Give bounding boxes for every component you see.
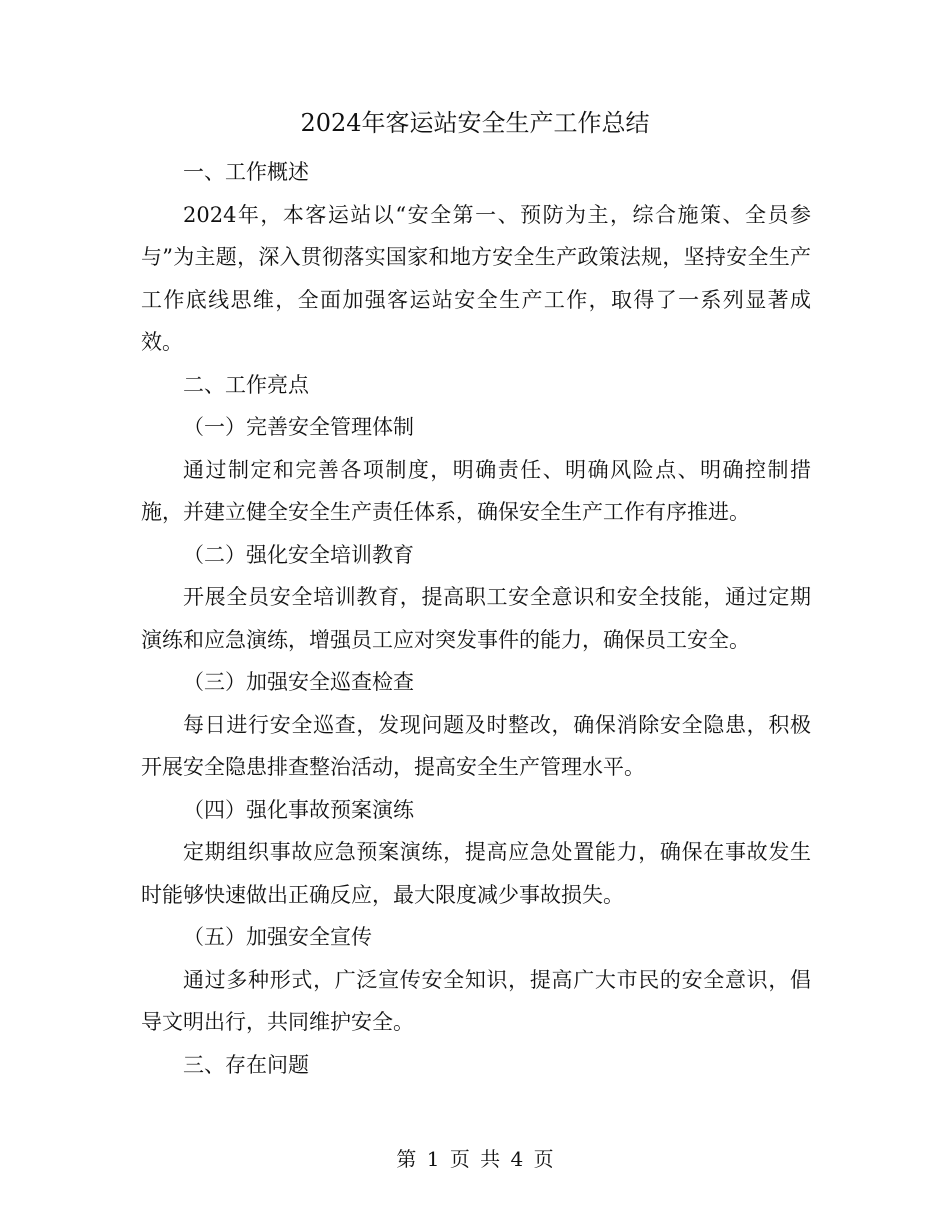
section-heading-problems: 三、存在问题 [183,1052,309,1077]
paragraph-management: 通过制定和完善各项制度，明确责任、明确风险点、明确控制措施，并建立健全安全生产责任体系，确保安全生产工作有序推进。 [141,457,811,524]
page-title: 2024年客运站安全生产工作总结 [300,109,650,137]
subheading-inspection: （三）加强安全巡查检查 [183,670,414,694]
section-heading-highlights: 二、工作亮点 [183,372,309,397]
paragraph-training: 开展全员安全培训教育，提高职工安全意识和安全技能，通过定期演练和应急演练，增强员工应对突发事件的能力，确保员工安全。 [141,585,811,652]
subheading-management: （一）完善安全管理体制 [183,415,414,439]
paragraph-overview: 2024年，本客运站以“安全第一、预防为主，综合施策、全员参与”为主题，深入贯彻落实国家和地方安全生产政策法规，坚持安全生产工作底线思维，全面加强客运站安全生产工作，取得了一系列显著成效。 [141,202,811,354]
subheading-drills: （四）强化事故预案演练 [183,797,414,822]
page-footer: 第 1 页 共 4 页 [396,1147,554,1171]
paragraph-drills: 定期组织事故应急预案演练，提高应急处置能力，确保在事故发生时能够快速做出正确反应，最大限度减少事故损失。 [141,840,811,907]
subheading-publicity: （五）加强安全宣传 [183,925,372,949]
paragraph-inspection: 每日进行安全巡查，发现问题及时整改，确保消除安全隐患，积极开展安全隐患排查整治活动，提高安全生产管理水平。 [141,712,811,779]
section-heading-overview: 一、工作概述 [183,160,309,184]
paragraph-publicity: 通过多种形式，广泛宣传安全知识，提高广大市民的安全意识，倡导文明出行，共同维护安全。 [141,967,811,1034]
subheading-training: （二）强化安全培训教育 [183,542,414,567]
document-body [141,151,811,1086]
